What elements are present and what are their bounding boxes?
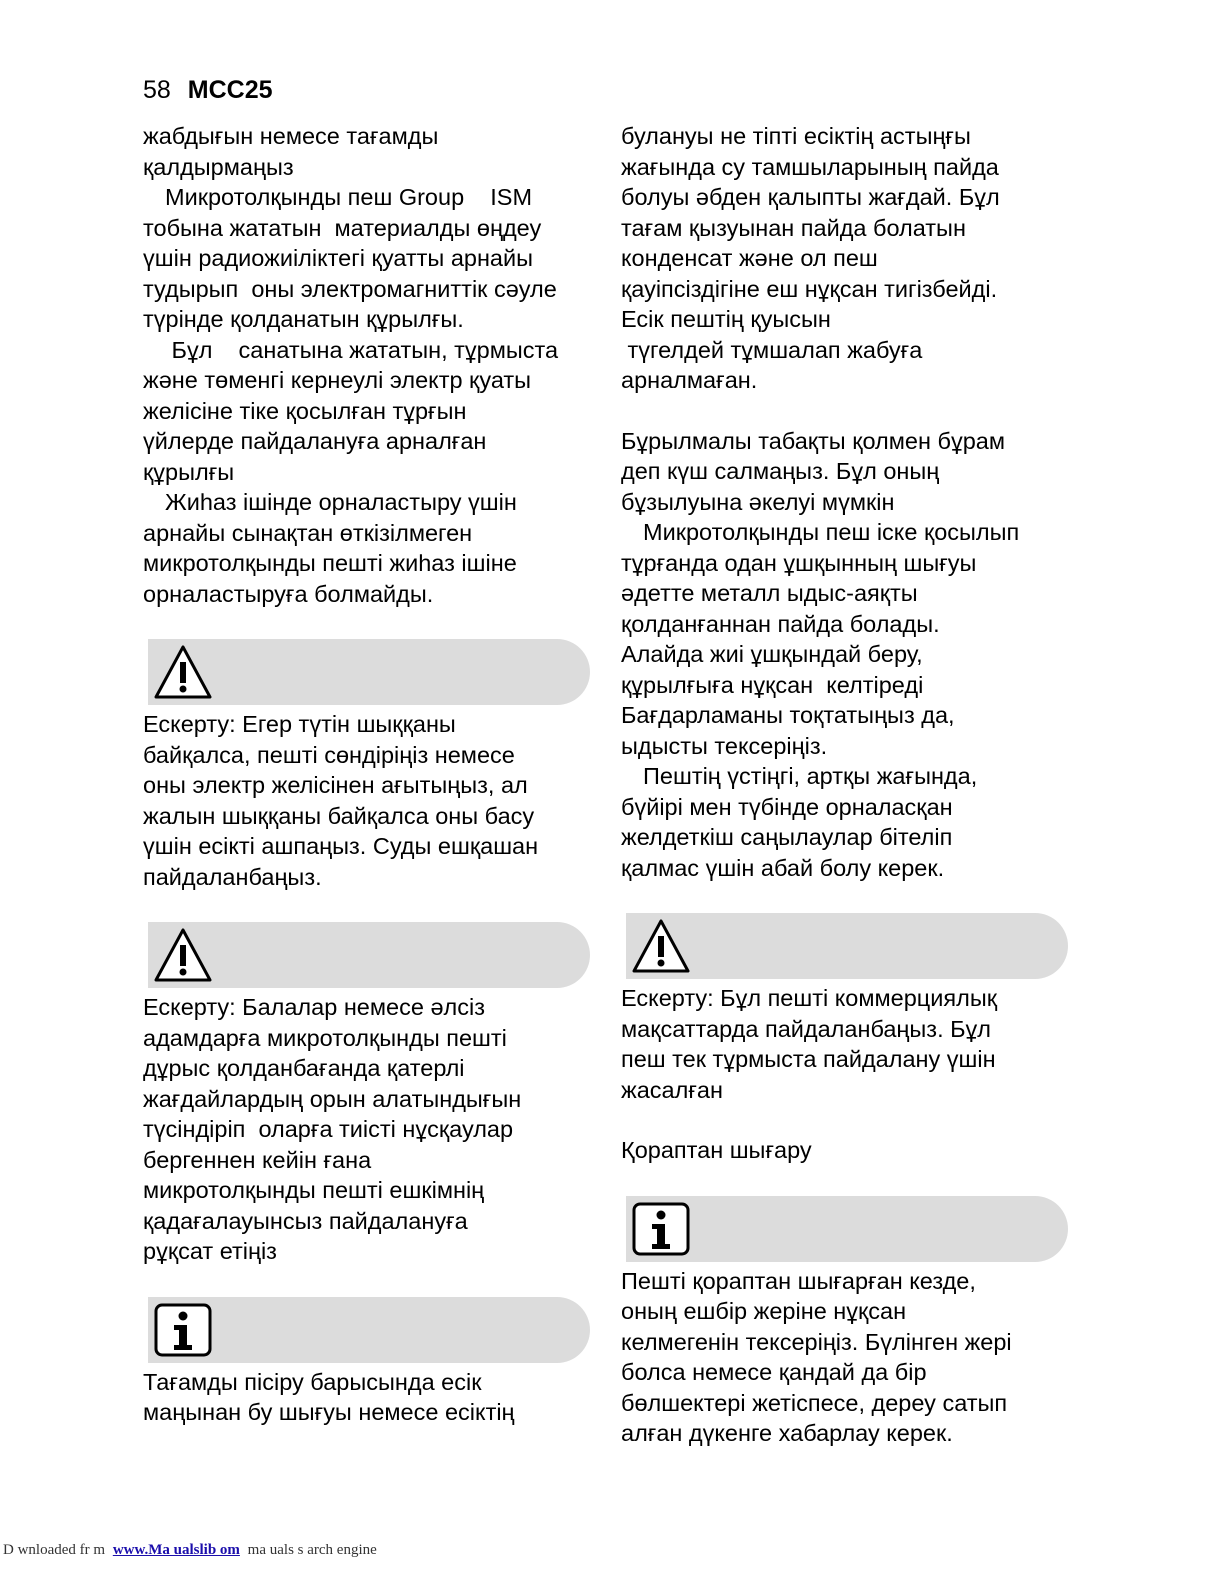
paragraph: Микротолқынды пеш іске қосылып тұрғанда одан ұшқынның шығуы әдетте металл ыдыс-аяқты қолданғаннан пайда болады. Алайда жиі ұшқындай беру, құрылғыға нұқсан келтіреді Бағдарламаны тоқтатыңыз да, ыдысты тексеріңіз. xyxy=(621,519,1020,759)
model-name: MCC25 xyxy=(187,76,273,104)
footer-prefix: D wnloaded fr m xyxy=(3,1542,106,1558)
info-banner xyxy=(626,1196,1068,1262)
page-header xyxy=(143,76,273,105)
paragraph: Пештің үстіңгі, артқы жағында, бүйірі мен түбінде орналасқан желдеткіш саңылаулар бітеліп қалмас үшін абай болу керек. xyxy=(621,763,978,881)
paragraph: Бұл санатына жататын, тұрмыста және төменгі кернеулі электр қуаты желісіне тіке қосылған тұрғын үйлерде пайдалануға арналған құрылғы xyxy=(143,336,559,485)
section-title: Қораптан шығару xyxy=(621,1137,812,1163)
paragraph: Жиһаз ішінде орналастыру үшін арнайы сынақтан өткізілмеген микротолқынды пешті жиһаз ішіне орналастыруға болмайды. xyxy=(143,489,517,607)
right-column xyxy=(621,121,1071,1449)
warning-text: Ескерту: Егер түтін шыққаны байқалса, пешті сөндіріңіз немесе оны электр желісінен ағытыңыз, ал жалын шыққаны байқалса оны басу үшін есікті ашпаңыз. Суды ешқашан пайдаланбаңыз. xyxy=(143,711,539,890)
warning-banner xyxy=(148,639,590,705)
warning-triangle-icon xyxy=(152,926,214,984)
footer-suffix: ma uals s arch engine xyxy=(247,1542,377,1558)
info-banner xyxy=(148,1297,590,1363)
info-icon xyxy=(152,1301,214,1359)
page-number: 58 xyxy=(143,76,171,104)
paragraph: Бұрылмалы табақты қолмен бұрам деп күш салмаңыз. Бұл оның бұзылуына әкелуі мүмкін xyxy=(621,427,1006,515)
warning-text: Ескерту: Бұл пешті коммерциялық мақсаттарда пайдаланбаңыз. Бұл пеш тек тұрмыста пайдалану үшін жасалған xyxy=(621,985,997,1103)
warning-banner xyxy=(626,913,1068,979)
warning-triangle-icon xyxy=(630,917,692,975)
info-text: Пешті қораптан шығарған кезде, оның ешбір жеріне нұқсан келмегенін тексеріңіз. Бүлінген жері болса немесе қандай да бір бөлшектері жетіспесе, дереу сатып алған дүкенге хабарлау керек. xyxy=(621,1267,1012,1446)
paragraph: жабдығын немесе тағамды қалдырмаңыз xyxy=(143,123,439,180)
download-footer xyxy=(3,1542,377,1559)
paragraph: Микротолқынды пеш Group ISM тобына жататын материалды өңдеу үшін радиожиіліктегі қуатты арнайы тудырып оны электромагниттік сәуле түрінде қолданатын құрылғы. xyxy=(143,184,557,332)
paragraph: булануы не тіпті есіктің астыңғы жағында су тамшыларының пайда болуы әбден қалыпты жағдай. Бұл тағам қызуынан пайда болатын конденсат және ол пеш қауіпсіздігіне еш нұқсан тигізбейді. Есік пештің қуысын түгелдей тұмшалап жабуға арналмаған. xyxy=(621,123,1000,393)
left-column xyxy=(143,121,593,1428)
manualslib-link[interactable]: www.Ma ualslib om xyxy=(112,1542,240,1558)
info-text: Тағамды пісіру барысында есік маңынан бу шығуы немесе есіктің xyxy=(143,1368,515,1425)
warning-banner xyxy=(148,922,590,988)
warning-text: Ескерту: Балалар немесе әлсіз адамдарға микротолқынды пешті дұрыс қолданбағанда қатерлі жағдайлардың орын алатындығын түсіндіріп оларға тиісті нұсқаулар бергеннен кейін ғана микротолқынды пешті ешкімнің қадағалауынсыз пайдалануға рұқсат етіңіз xyxy=(143,994,522,1264)
warning-triangle-icon xyxy=(152,643,214,701)
info-icon xyxy=(630,1200,692,1258)
